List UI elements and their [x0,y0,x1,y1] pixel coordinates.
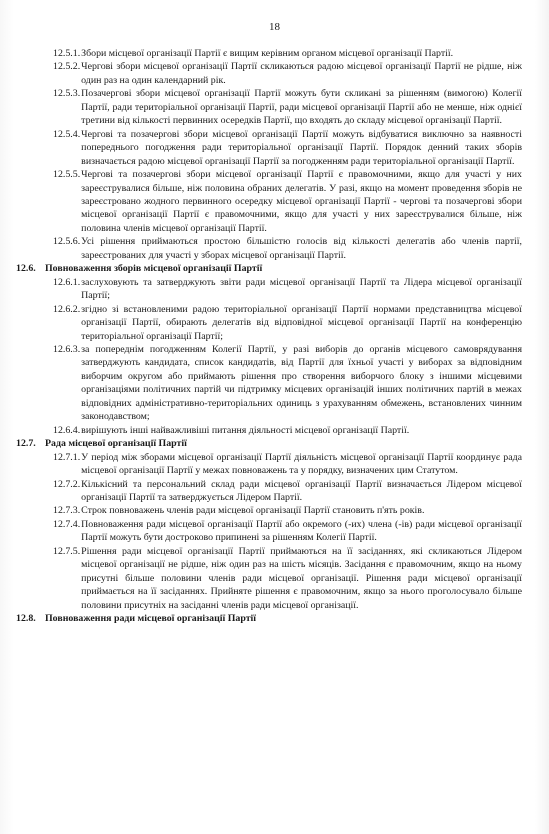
section-title: Рада місцевої організації Партії [45,438,187,450]
clause-item [16,518,522,545]
clause-item [16,276,522,303]
clause-text: Збори місцевої організації Партії є вищим керівним органом місцевої організації Партії. [81,48,454,59]
clause-number: 12.7.5. [53,545,81,557]
clause-number: 12.7.3. [53,505,81,517]
clause-number: 12.7.1. [53,451,81,463]
clause-number: 12.6.1. [53,276,81,288]
clause-text: за попереднім погодженням Колегії Партії, у разі виборів до органів місцевого самоврядування затверджують кандидата, список кандидатів, від Партії для їхньої участі у виборах за відповідним виборчим округом або приймають рішення про створення виборчого блоку з іншими місцевими організаціями політичних партій чи підтримку місцевих організацій інших політичних партій в межах відповідних адміністративно-територіальних одиниць з урахуванням обмежень, встановлених чинним законодавством; [81,343,522,423]
clause-item [16,545,522,612]
clause-number: 12.5.4. [53,128,81,140]
clause-number: 12.6.4. [53,424,81,436]
section-number: 12.6. [16,263,36,275]
section-heading [16,262,522,275]
clause-item [16,478,522,505]
section-title: Повноваження зборів місцевої організації Партії [45,263,263,275]
clause-number: 12.6.2. [53,303,81,315]
clause-text: Чергові збори місцевої організації Партії скликаються радою місцевої організації Партії не рідше, ніж один раз на один календарний рік. [81,61,522,86]
clause-text: Усі рішення приймаються простою більшістю голосів від кількості делегатів або членів партії, зареєстрованих для участі у зборах місцевої організації Партії. [81,236,522,261]
clause-text: Повноваження ради місцевої організації Партії або окремого (-их) члена (-ів) ради місцевої організації Партії можуть бути достроково припинені за рішенням Колегії Партії. [81,518,522,544]
clause-item [16,60,522,87]
page-number: 18 [269,21,280,33]
clause-number: 12.5.5. [53,169,81,181]
section-heading [16,437,522,450]
clause-item [16,303,522,343]
clause-number: 12.5.1. [53,48,81,59]
clause-text: Строк повноважень членів ради місцевої організації Партії становить п'ять років. [81,505,425,517]
clause-number: 12.7.2. [53,478,81,490]
clause-number: 12.5.6. [53,236,81,248]
clause-text: Чергові та позачергові збори місцевої організації Партії є правомочними, якщо для участі у них зареєструвалися більше, ніж половина обраних делегатів. У разі, якщо на момент проведення зборів не зареєстровано жодного первинного осередку місцевої організації Партії - чергові та позачергові збори місцевої організації Партії є правомочними, якщо для участі у них зареєструвалися більше, ніж половина членів місцевої організації Партії. [81,169,522,234]
clause-text: Чергові та позачергові збори місцевої організації Партії можуть відбуватися виключно за наявності попереднього погодження ради територіальної організації Партії. Порядок денний таких зборів визначається радою місцевої організації Партії за погодженням ради територіальної організації Партії. [81,128,522,167]
clause-text: згідно зі встановленими радою територіальної організації Партії нормами представництва місцевої організації Партії, обирають делегатів від відповідної місцевої організації Партії на конференцію територіальної організації Партії; [81,303,522,342]
document-body [16,47,522,625]
clause-text: вирішують інші найважливіші питання діяльності місцевої організації Партії. [81,424,410,436]
section-number: 12.7. [16,438,36,450]
clause-item [16,87,522,127]
clause-text: Рішення ради місцевої організації Партії приймаються на її засіданнях, які скликаються Лідером місцевої організації не рідше, ніж один раз на шість місяців. Засідання є правомочним, якщо на ньому присутні більше половини членів ради місцевої організації. Рішення ради місцевої організації приймається на її засіданнях. Прийняте рішення є правомочним, якщо за нього проголосувало більше половини присутніх на засіданні членів ради місцевої організації. [81,545,522,611]
clause-text: У період між зборами місцевої організації Партії діяльність місцевої організації Партії координує рада місцевої організації Партії у межах повноважень та у порядку, визначених цим Статутом. [81,451,522,477]
clause-number: 12.5.2. [53,61,81,73]
section-number: 12.8. [16,613,36,625]
section-heading [16,612,522,625]
clause-item [16,504,522,517]
clause-item [16,343,522,424]
clause-text: Позачергові збори місцевої організації Партії можуть бути скликані за рішенням (вимогою) Колегії Партії, ради територіальної організації Партії, ради місцевої організації Партії або не менше, ніж однієї третини від кількості первинних осередків Партії, що входять до складу місцевої організації Партії. [81,88,522,127]
clause-number: 12.6.3. [53,343,81,355]
clause-number: 12.7.4. [53,518,81,530]
clause-item [16,47,522,60]
clause-item [16,168,522,235]
clause-text: заслуховують та затверджують звіти ради місцевої організації Партії та Лідера місцевої організації Партії; [81,276,522,302]
section-title: Повноваження ради місцевої організації Партії [45,613,257,625]
clause-item [16,235,522,262]
clause-item [16,424,522,437]
clause-item [16,128,522,168]
clause-number: 12.5.3. [53,88,81,100]
clause-item [16,451,522,478]
clause-text: Кількісний та персональний склад ради місцевої організації Партії визначається Лідером місцевої організації Партії та затверджується Лідером Партії. [81,478,522,503]
